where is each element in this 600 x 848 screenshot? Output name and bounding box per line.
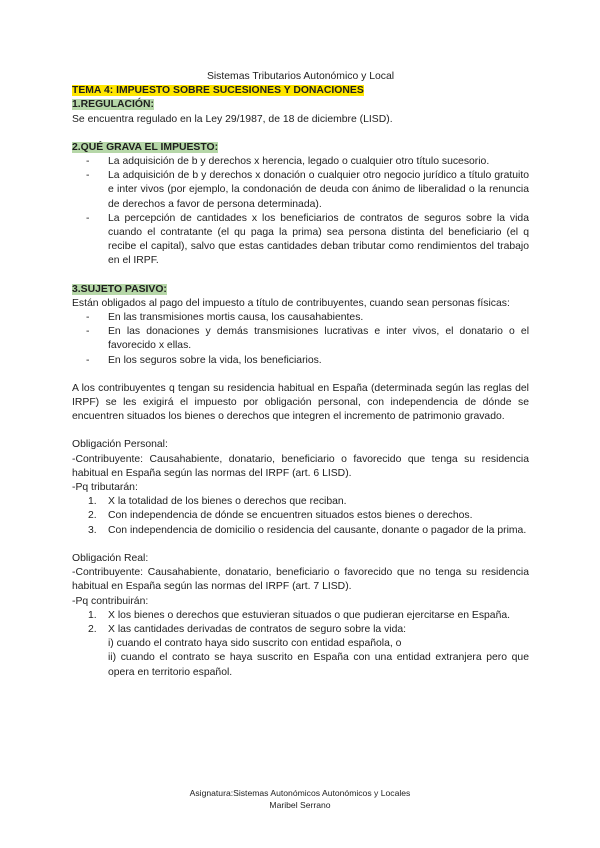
list-item: 3. Con independencia de domicilio o residencia del causante, donante o pagador de la prima. — [88, 524, 527, 536]
list-item: 1. X la totalidad de los bienes o derechos que reciban. — [88, 496, 347, 508]
personal-list — [72, 495, 529, 538]
personal-pq: -Pq tributarán: — [72, 482, 138, 494]
real-list — [72, 609, 529, 680]
section-2-list — [72, 155, 529, 269]
personal-title: Obligación Personal: — [72, 439, 168, 451]
list-item: - La adquisición de b y derechos x donación o cualquier otro negocio jurídico a título gratuito e inter vivos (por ejemplo, la condonación de deuda con ánimo de liberalidad o la renuncia de derechos a favor de persona determinada). — [72, 169, 529, 212]
list-item: 1. X los bienes o derechos que estuvieran situados o que pudieran ejercitarse en España. — [88, 609, 511, 621]
list-item: - En las transmisiones mortis causa, los causahabientes. — [72, 311, 529, 325]
list-item: - En los seguros sobre la vida, los beneficiarios. — [72, 354, 529, 368]
personal-contribuyente: -Contribuyente: Causahabiente, donatario, beneficiario o favorecido que tenga su residencia habitual en España según las normas del IRPF (art. 6 LISD). — [72, 453, 529, 479]
document-page — [72, 70, 529, 680]
real-contribuyente: -Contribuyente: Causahabiente, donatario, beneficiario o favorecido que no tenga su residencia habitual en España según las normas del IRPF (art. 7 LISD). — [72, 567, 529, 593]
section-3-list — [72, 311, 529, 368]
footer-subject: Asignatura:Sistemas Autonómicos Autonómicos y Locales — [189, 788, 411, 798]
tema-title: TEMA 4: IMPUESTO SOBRE SUCESIONES Y DONACIONES — [72, 85, 364, 97]
real-pq: -Pq contribuirán: — [72, 595, 149, 607]
list-item: 2. X las cantidades derivadas de contratos de seguro sobre la vida: i) cuando el contrato haya sido suscrito con entidad española, o ii) cuando el contrato se haya suscrito en España con una entidad extranjera pero que opera en territorio español. — [72, 623, 529, 680]
section-3-intro: Están obligados al pago del impuesto a título de contribuyentes, cuando sean personas físicas: — [72, 297, 510, 309]
list-item: 2. Con independencia de dónde se encuentren situados estos bienes o derechos. — [88, 510, 473, 522]
running-title: Sistemas Tributarios Autonómico y Local — [206, 71, 395, 82]
section-3-heading: 3.SUJETO PASIVO: — [72, 283, 167, 295]
sub-item: i) cuando el contrato haya sido suscrito con entidad española, o — [108, 638, 402, 650]
list-item: - La adquisición de b y derechos x herencia, legado o cualquier otro título sucesorio. — [72, 155, 529, 169]
list-item: - En las donaciones y demás transmisiones lucrativas e inter vivos, el donatario o el favorecido x ellas. — [72, 325, 529, 353]
sub-item: ii) cuando el contrato se haya suscrito en España con una entidad extranjera pero que opera en territorio español. — [108, 652, 529, 678]
list-item: - La percepción de cantidades x los beneficiarios de contratos de seguros sobre la vida cuando el contratante (el qu paga la prima) sea persona distinta del beneficiario (el q recibe el capital), salvo que estas cantidades deban tributar como rendimientos del trabajo en el IRPF. — [72, 212, 529, 269]
section-3-paragraph: A los contribuyentes q tengan su residencia habitual en España (determinada según las reglas del IRPF) se les exigirá el impuesto por obligación personal, con independencia de dónde se encuentren situados los bienes o derechos que integren el incremento de patrimonio gravado. — [72, 382, 529, 423]
page-footer — [0, 787, 600, 811]
section-1-heading: 1.REGULACIÓN: — [72, 99, 154, 111]
real-title: Obligación Real: — [72, 552, 149, 564]
section-1-text: Se encuentra regulado en la Ley 29/1987, de 18 de diciembre (LISD). — [72, 113, 393, 125]
footer-author: Maribel Serrano — [269, 800, 331, 810]
section-2-heading: 2.QUÉ GRAVA EL IMPUESTO: — [72, 141, 219, 153]
